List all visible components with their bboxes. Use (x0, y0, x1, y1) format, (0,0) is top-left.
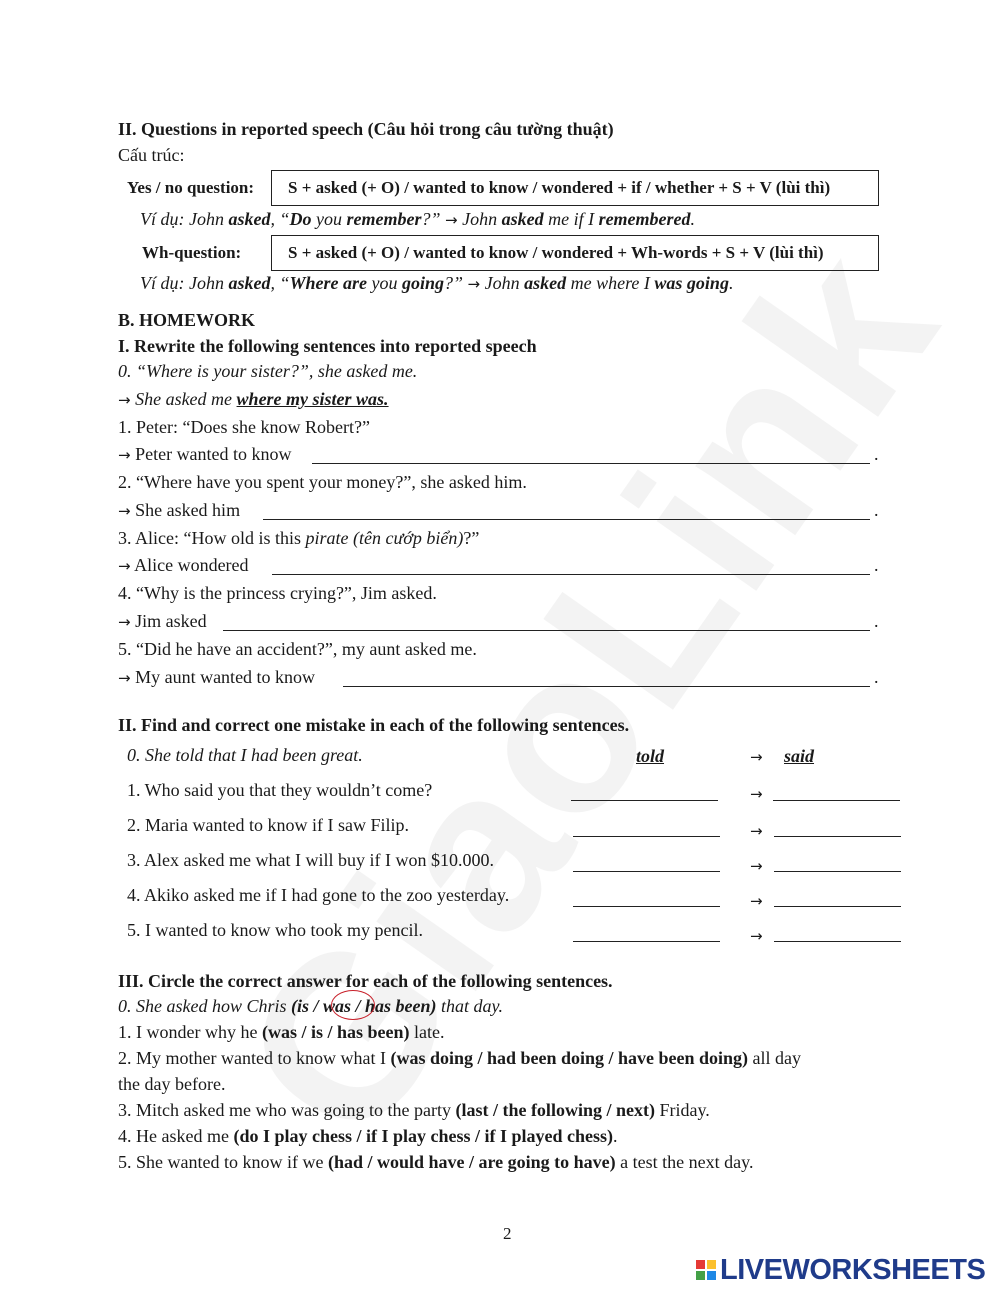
ex2-item-3: 3. Alex asked me what I will buy if I won $10.000. (127, 850, 494, 870)
brand-name: LIVEWORKSHEETS (720, 1253, 986, 1286)
ex1-answer-blank-2[interactable] (263, 519, 870, 520)
ex2-mistake-blank-3[interactable] (573, 871, 720, 872)
ex2-item-5: 5. I wanted to know who took my pencil. (127, 920, 423, 940)
arrow-icon: → (467, 275, 481, 293)
ex3-item-3[interactable]: 3. Mitch asked me who was going to the party (last / the following / next) Friday. (118, 1100, 710, 1120)
ex1-answer-blank-4[interactable] (223, 630, 870, 631)
ex3-item-2[interactable]: 2. My mother wanted to know what I (was doing / had been doing / have been doing) all day (118, 1048, 802, 1068)
wh-formula-box: S + asked (+ O) / wanted to know / wondered + Wh-words + S + V (lùi thì) (271, 235, 879, 271)
ex2-item-4: 4. Akiko asked me if I had gone to the zoo yesterday. (127, 885, 510, 905)
wh-example: Ví dụ: John asked, “Where are you going?” → John asked me where I was going. (140, 273, 734, 293)
ex1-q3: 3. Alice: “How old is this pirate (tên cướp biển)?” (118, 528, 480, 548)
wh-label: Wh-question: (142, 243, 242, 262)
ex2-example-sentence: 0. She told that I had been great. (127, 745, 363, 765)
arrow-icon: → (750, 785, 763, 803)
ex2-correction-blank-5[interactable] (774, 941, 901, 942)
structure-label: Cấu trúc: (118, 145, 185, 165)
ex1-example-question: 0. “Where is your sister?”, she asked me. (118, 361, 418, 381)
ex2-correction-blank-4[interactable] (774, 906, 901, 907)
ex2-correction-blank-2[interactable] (774, 836, 901, 837)
arrow-icon: → (445, 211, 458, 229)
ex1-answer-blank-1[interactable] (312, 463, 870, 464)
arrow-icon: → (118, 391, 131, 409)
ex3-heading: III. Circle the correct answer for each of the following sentences. (118, 971, 613, 991)
ex1-q5: 5. “Did he have an accident?”, my aunt asked me. (118, 639, 477, 659)
arrow-icon: → (750, 748, 763, 766)
ex1-a5-label: → My aunt wanted to know (118, 667, 316, 687)
yesno-formula-box: S + asked (+ O) / wanted to know / wondered + if / whether + S + V (lùi thì) (271, 170, 879, 206)
arrow-icon: → (118, 669, 131, 687)
ex2-correction-blank-3[interactable] (774, 871, 901, 872)
ex2-mistake-blank-2[interactable] (573, 836, 720, 837)
yesno-example: Ví dụ: John asked, “Do you remember?” → John asked me if I remembered. (140, 209, 696, 229)
ex2-mistake-blank-4[interactable] (573, 906, 720, 907)
arrow-icon: → (750, 857, 763, 875)
ex1-answer-blank-5[interactable] (343, 686, 870, 687)
ex1-a4-label: → Jim asked (118, 611, 207, 631)
arrow-icon: → (118, 557, 131, 575)
yesno-label: Yes / no question: (127, 178, 255, 197)
theory-heading: II. Questions in reported speech (Câu hỏi trong câu tường thuật) (118, 119, 614, 139)
ex1-example-answer: → She asked me where my sister was. (118, 389, 389, 409)
ex1-heading: I. Rewrite the following sentences into reported speech (118, 336, 537, 356)
ex3-item-5[interactable]: 5. She wanted to know if we (had / would have / are going to have) a test the next day. (118, 1152, 754, 1172)
end-dot: . (874, 667, 879, 687)
logo-blocks-icon (696, 1260, 716, 1280)
ex3-item-2-cont: the day before. (118, 1074, 226, 1094)
arrow-icon: → (118, 502, 131, 520)
arrow-icon: → (750, 892, 763, 910)
end-dot: . (874, 555, 879, 575)
end-dot: . (874, 444, 879, 464)
homework-heading: B. HOMEWORK (118, 310, 256, 330)
ex2-mistake-blank-5[interactable] (573, 941, 720, 942)
arrow-icon: → (118, 446, 131, 464)
page-number: 2 (503, 1224, 512, 1243)
ex2-example-mistake: told (636, 746, 665, 766)
ex2-mistake-blank-1[interactable] (571, 800, 718, 801)
ex1-q2: 2. “Where have you spent your money?”, she asked him. (118, 472, 527, 492)
end-dot: . (874, 611, 879, 631)
ex1-q4: 4. “Why is the princess crying?”, Jim asked. (118, 583, 437, 603)
ex1-a2-label: → She asked him (118, 500, 241, 520)
end-dot: . (874, 500, 879, 520)
ex3-item-1[interactable]: 1. I wonder why he (was / is / has been) late. (118, 1022, 445, 1042)
ex3-example: 0. She asked how Chris (is / was / has been) that day. (118, 996, 504, 1016)
ex2-item-1: 1. Who said you that they wouldn’t come? (127, 780, 433, 800)
ex2-correction-blank-1[interactable] (773, 800, 900, 801)
ex3-item-4[interactable]: 4. He asked me (do I play chess / if I play chess / if I played chess). (118, 1126, 618, 1146)
arrow-icon: → (118, 613, 131, 631)
ex1-a3-label: → Alice wondered (118, 555, 249, 575)
liveworksheets-logo[interactable] (696, 1254, 985, 1286)
ex2-example-correction: said (784, 746, 815, 766)
arrow-icon: → (750, 822, 763, 840)
ex1-answer-blank-3[interactable] (272, 574, 870, 575)
ex1-q1: 1. Peter: “Does she know Robert?” (118, 417, 370, 437)
ex2-item-2: 2. Maria wanted to know if I saw Filip. (127, 815, 409, 835)
arrow-icon: → (750, 927, 763, 945)
ex1-a1-label: → Peter wanted to know (118, 444, 292, 464)
ex2-heading: II. Find and correct one mistake in each of the following sentences. (118, 715, 630, 735)
answer-circle (331, 990, 375, 1020)
